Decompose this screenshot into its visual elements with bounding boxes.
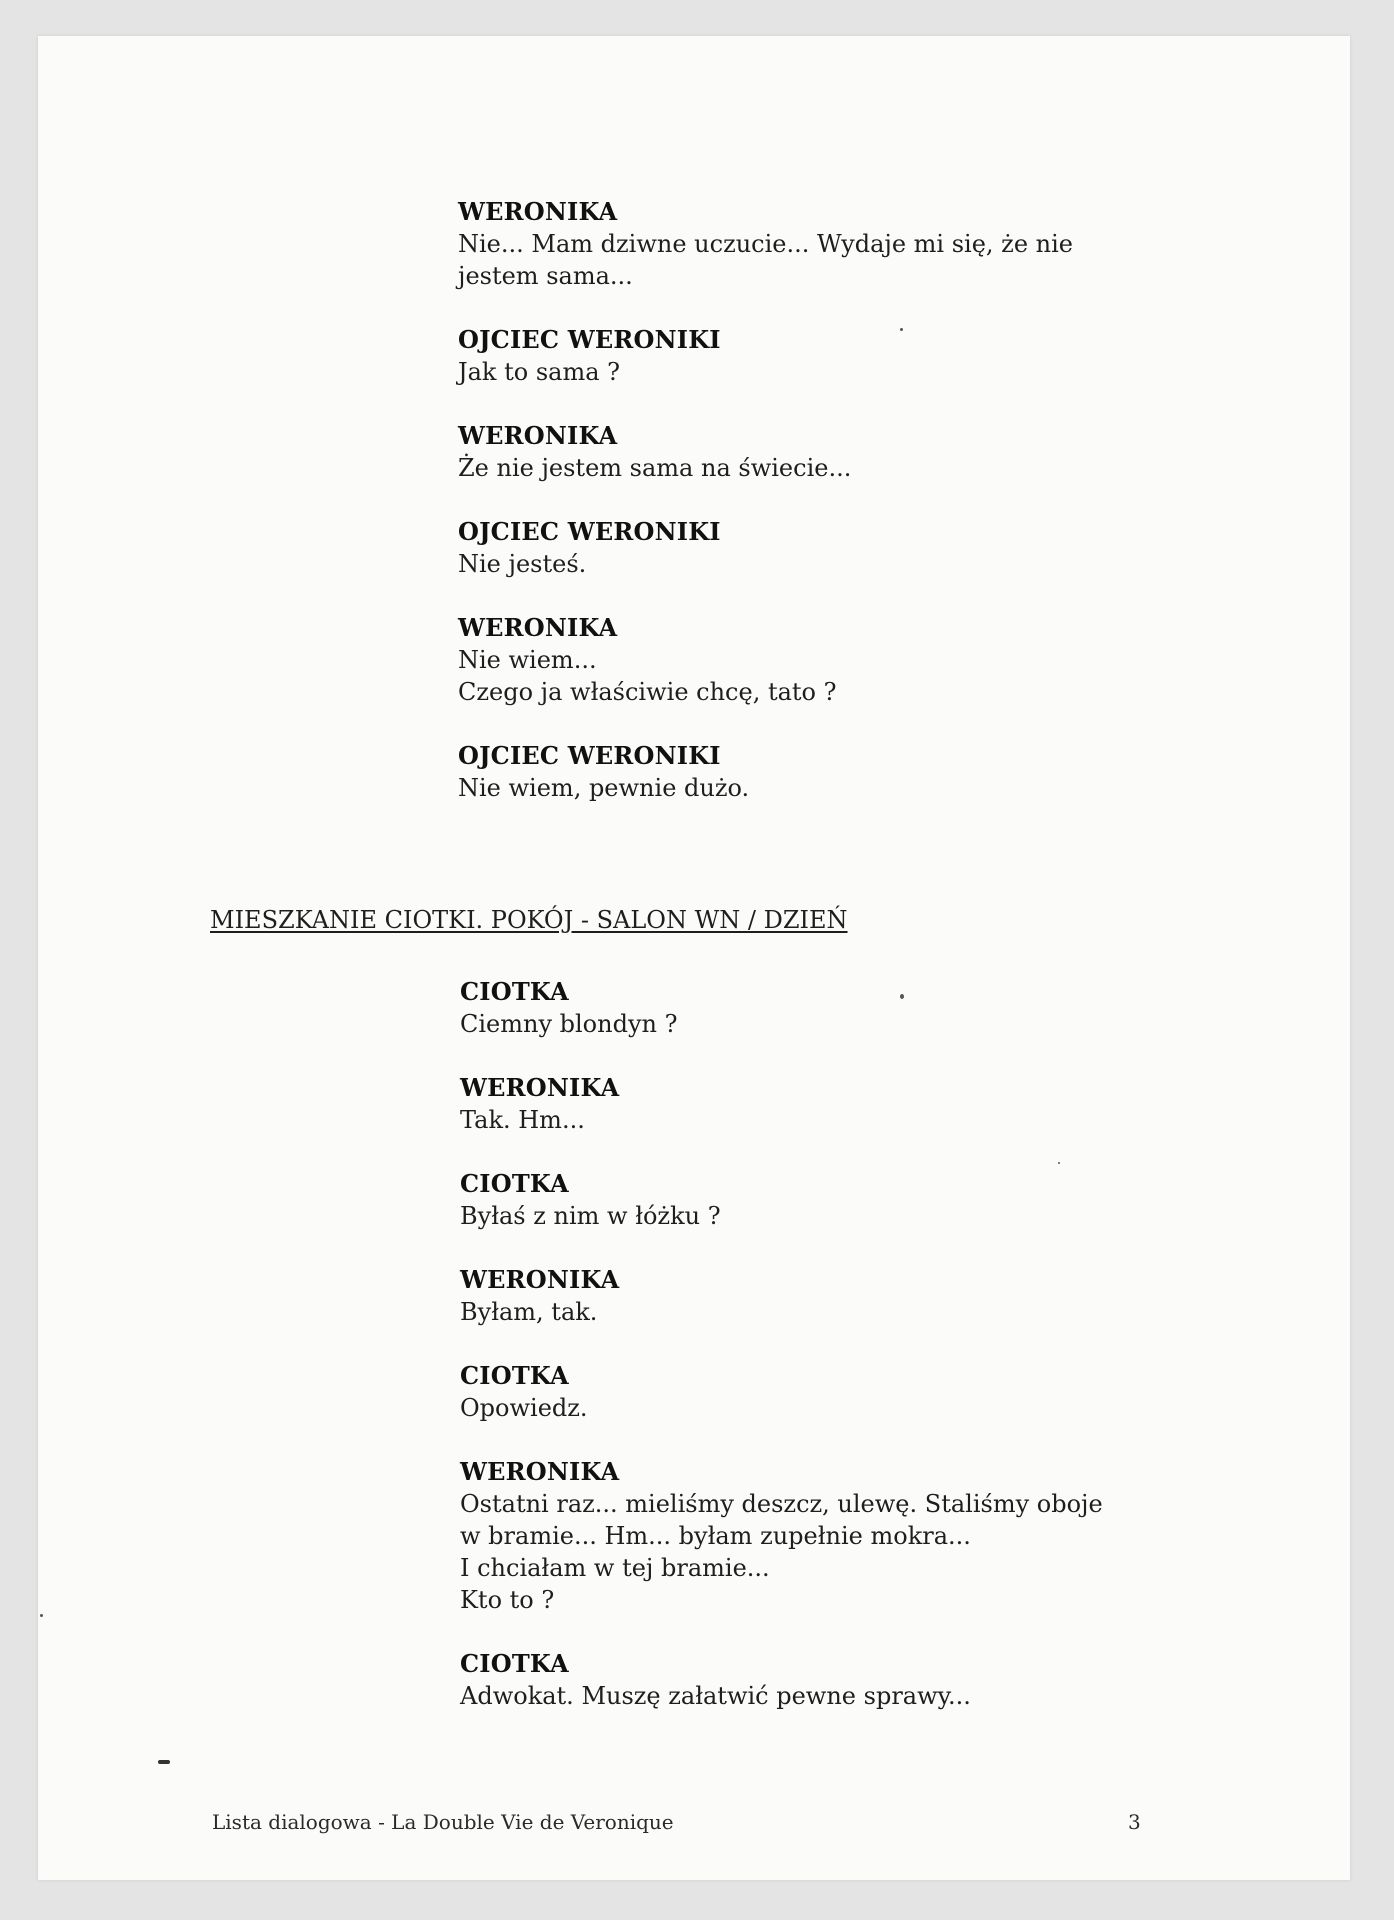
- dialogue-line: Tak. Hm...: [460, 1106, 585, 1134]
- dialogue-line: Ostatni raz... mieliśmy deszcz, ulewę. Staliśmy oboje: [460, 1490, 1103, 1518]
- speaker-name: WERONIKA: [458, 421, 618, 450]
- dialogue-section-2: [460, 976, 1220, 1712]
- dialogue-line: Byłaś z nim w łóżku ?: [460, 1202, 721, 1230]
- dialogue-line: I chciałam w tej bramie...: [460, 1554, 770, 1582]
- speaker-name: OJCIEC WERONIKI: [458, 325, 721, 354]
- scan-speck: [1058, 1162, 1060, 1164]
- dialogue-line: Nie jesteś.: [458, 550, 587, 578]
- speaker-name: WERONIKA: [460, 1073, 620, 1102]
- dialogue-block: [460, 1648, 1220, 1712]
- dialogue-line: Że nie jestem sama na świecie...: [458, 454, 852, 482]
- scan-speck: [40, 1614, 43, 1617]
- dialogue-line: Nie wiem, pewnie dużo.: [458, 774, 750, 802]
- dialogue-block: [458, 196, 1218, 292]
- dialogue-block: [460, 1360, 1220, 1424]
- dialogue-line: Nie wiem...: [458, 646, 597, 674]
- dialogue-block: [460, 1072, 1220, 1136]
- dialogue-line: jestem sama...: [458, 262, 633, 290]
- dialogue-block: [458, 740, 1218, 804]
- dialogue-line: Ciemny blondyn ?: [460, 1010, 678, 1038]
- speaker-name: CIOTKA: [460, 1649, 569, 1678]
- dialogue-block: [458, 420, 1218, 484]
- dialogue-line: Nie... Mam dziwne uczucie... Wydaje mi się, że nie: [458, 230, 1073, 258]
- dialogue-line: Kto to ?: [460, 1586, 555, 1614]
- scan-speck: [900, 994, 904, 999]
- dialogue-block: [460, 1456, 1220, 1616]
- speaker-name: WERONIKA: [460, 1265, 620, 1294]
- dialogue-line: Jak to sama ?: [458, 358, 621, 386]
- speaker-name: CIOTKA: [460, 977, 569, 1006]
- document-page: [38, 36, 1350, 1880]
- speaker-name: OJCIEC WERONIKI: [458, 517, 721, 546]
- dialogue-line: w bramie... Hm... byłam zupełnie mokra...: [460, 1522, 971, 1550]
- dialogue-section-1: [458, 196, 1218, 804]
- scene-heading: MIESZKANIE CIOTKI. POKÓJ - SALON WN / DZIEŃ: [210, 906, 848, 934]
- scan-speck: [900, 328, 903, 331]
- dialogue-block: [458, 612, 1218, 708]
- speaker-name: WERONIKA: [458, 197, 618, 226]
- speaker-name: OJCIEC WERONIKI: [458, 741, 721, 770]
- dialogue-block: [458, 516, 1218, 580]
- dialogue-line: Adwokat. Muszę załatwić pewne sprawy...: [460, 1682, 971, 1710]
- dialogue-block: [458, 324, 1218, 388]
- dialogue-line: Opowiedz.: [460, 1394, 588, 1422]
- speaker-name: WERONIKA: [460, 1457, 620, 1486]
- speaker-name: WERONIKA: [458, 613, 618, 642]
- scan-speck: [158, 1760, 170, 1764]
- dialogue-line: Czego ja właściwie chcę, tato ?: [458, 678, 837, 706]
- dialogue-block: [460, 1264, 1220, 1328]
- speaker-name: CIOTKA: [460, 1361, 569, 1390]
- page-number: 3: [1128, 1810, 1141, 1834]
- speaker-name: CIOTKA: [460, 1169, 569, 1198]
- dialogue-block: [460, 1168, 1220, 1232]
- dialogue-block: [460, 976, 1220, 1040]
- footer-title: Lista dialogowa - La Double Vie de Veronique: [212, 1810, 674, 1834]
- dialogue-line: Byłam, tak.: [460, 1298, 598, 1326]
